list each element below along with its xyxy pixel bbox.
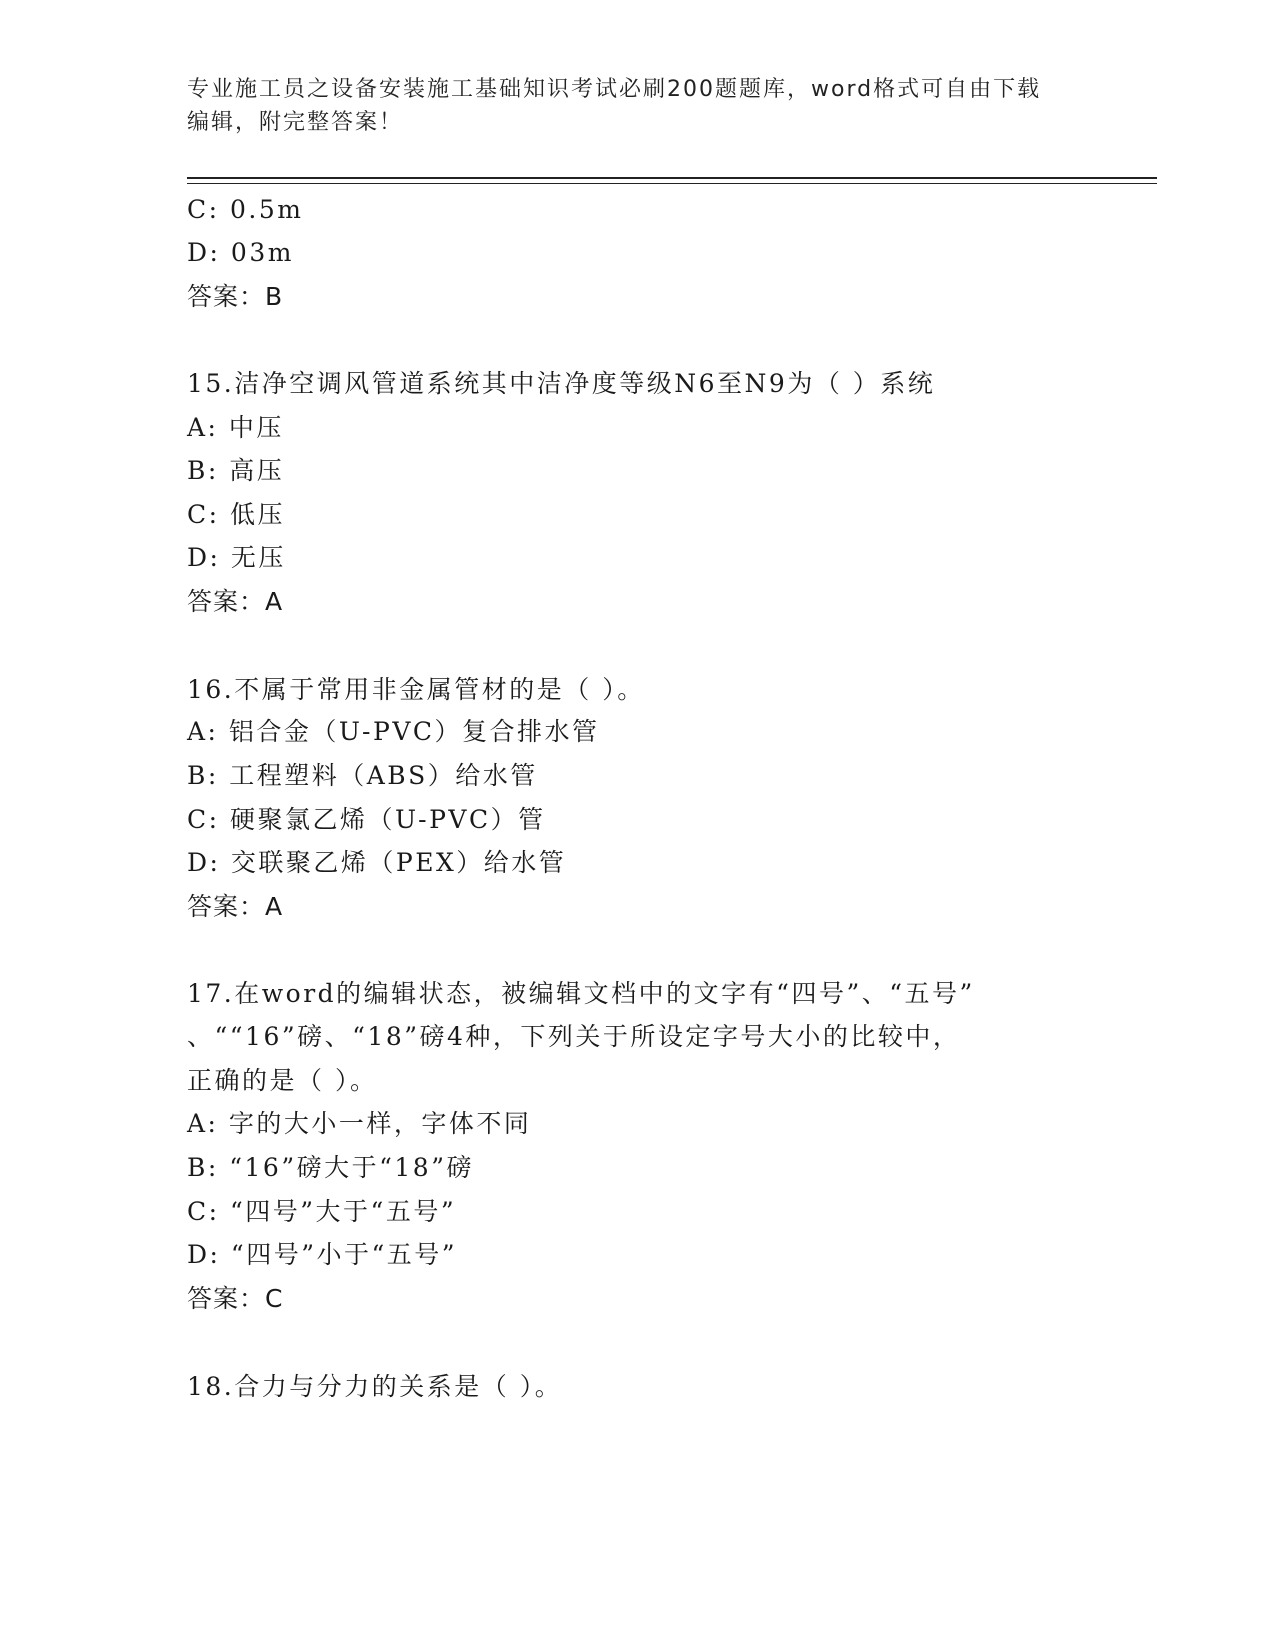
q18-question: 18.合力与分力的关系是（ ）。 xyxy=(187,1372,563,1401)
q16-option-d: D: 交联聚乙烯（PEX）给水管 xyxy=(187,848,567,877)
header-title-line-1: 专业施工员之设备安装施工基础知识考试必刷200题题库，word格式可自由下载 xyxy=(187,77,1042,102)
q17-answer: 答案：C xyxy=(187,1284,284,1313)
q15-option-d: D: 无压 xyxy=(187,543,286,572)
q15-option-a: A: 中压 xyxy=(187,413,284,442)
q17-option-a: A: 字的大小一样，字体不同 xyxy=(187,1109,532,1138)
q15-option-c: C: 低压 xyxy=(187,500,285,529)
q17-question-line-2: 、““16”磅、“18”磅4种，下列关于所设定字号大小的比较中， xyxy=(187,1022,961,1051)
q16-option-a: A: 铝合金（U-PVC）复合排水管 xyxy=(187,717,600,746)
q17-option-c: C: “四号”大于“五号” xyxy=(187,1197,457,1226)
prev-option-c: C: 0.5m xyxy=(187,195,304,224)
q16-option-c: C: 硬聚氯乙烯（U-PVC）管 xyxy=(187,805,546,834)
q16-answer: 答案：A xyxy=(187,892,284,921)
document-header xyxy=(187,73,1087,139)
header-divider-thick xyxy=(187,177,1157,179)
q17-question-line-3: 正确的是（ ）。 xyxy=(187,1066,378,1095)
q16-option-b: B: 工程塑料（ABS）给水管 xyxy=(187,761,538,790)
header-title-line-2: 编辑，附完整答案！ xyxy=(187,110,404,135)
q16-question: 16.不属于常用非金属管材的是（ ）。 xyxy=(187,675,645,704)
prev-option-d: D: 03m xyxy=(187,238,294,267)
q17-question-line-1: 17.在word的编辑状态，被编辑文档中的文字有“四号”、“五号” xyxy=(187,979,975,1008)
q17-option-b: B: “16”磅大于“18”磅 xyxy=(187,1153,474,1182)
q15-question: 15.洁净空调风管道系统其中洁净度等级N6至N9为（ ）系统 xyxy=(187,369,936,398)
q15-option-b: B: 高压 xyxy=(187,456,285,485)
q17-option-d: D: “四号”小于“五号” xyxy=(187,1240,458,1269)
q15-answer: 答案：A xyxy=(187,587,284,616)
header-divider-thin xyxy=(187,183,1157,184)
prev-answer: 答案：B xyxy=(187,282,284,311)
